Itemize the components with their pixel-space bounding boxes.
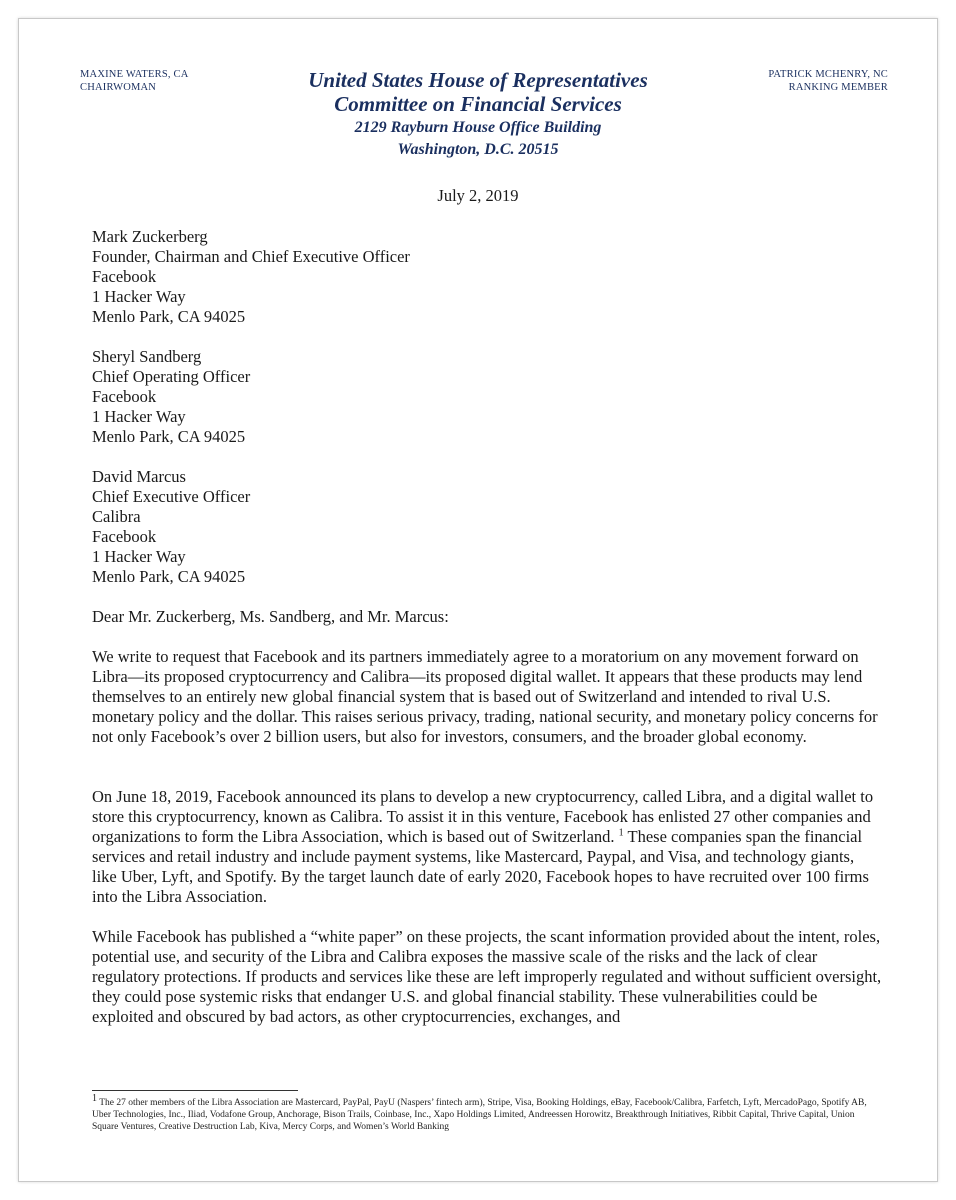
recipient-line: Menlo Park, CA 94025 [92,567,246,586]
paragraph-1-text: We write to request that Facebook and its partners immediately agree to a moratorium on any movement forward on Libra—its proposed cryptocurrency and Calibra—its proposed digital wallet. It appears that these products may lend themselves to an entirely new global financial system that is based out of Switzerland and intended to rival U.S. monetary policy and the dollar. This raises serious privacy, trading, national security, and monetary policy concerns for not only Facebook’s over 2 billion users, but also for investors, consumers, and the broader global economy. [92,647,878,746]
paragraph-2-text [92,787,882,907]
recipient-block-sandberg [92,347,882,447]
recipient-line: 1 Hacker Way [92,547,186,566]
letterhead-building: 2129 Rayburn House Office Building [354,119,602,136]
recipient-block-zuckerberg [92,227,882,327]
recipient-line: Calibra [92,507,141,526]
footnote-reference: 1 [618,827,624,839]
letterhead-house: United States House of Representatives [308,68,648,92]
recipient-line: Facebook [92,267,157,286]
salutation: Dear Mr. Zuckerberg, Ms. Sandberg, and Mr. Marcus: [92,607,449,626]
recipient-block-marcus [92,467,882,587]
footnote [92,1092,882,1133]
ranking-member-title: RANKING MEMBER [788,82,888,93]
recipient-line: Menlo Park, CA 94025 [92,307,246,326]
paragraph-3-text: While Facebook has published a “white paper” on these projects, the scant information provided about the intent, roles, potential use, and security of the Libra and Calibra exposes the massive scale of the risks and the lack of clear regulatory protections. If products and services like these are left improperly regulated and without sufficient oversight, they could pose systemic risks that endanger U.S. and global financial stability. These vulnerabilities could be exploited and obscured by bad actors, as other cryptocurrencies, exchanges, and [92,927,882,1026]
chairwoman-title: CHAIRWOMAN [80,82,157,93]
paragraph-2-part-a: On June 18, 2019, Facebook announced its plans to develop a new cryptocurrency, called Libra, and a digital wallet to store this cryptocurrency, known as Calibra. To assist it in this venture, Facebook has enlisted 27 other companies and organizations to form the Libra Association, which is based out of Switzerland. [92,787,874,846]
letter-date: July 2, 2019 [437,186,519,205]
recipient-line: 1 Hacker Way [92,287,186,306]
paragraph-3 [92,927,882,1027]
paragraph-2 [92,787,882,907]
recipient-line: Sheryl Sandberg [92,347,202,366]
ranking-member-block [768,68,888,94]
recipient-line: Menlo Park, CA 94025 [92,427,246,446]
recipient-line: Mark Zuckerberg [92,227,208,246]
footnote-text: The 27 other members of the Libra Association are Mastercard, PayPal, PayU (Naspers’ fintech arm), Stripe, Visa, Booking Holdings, eBay, Facebook/Calibra, Farfetch, Lyft, MercadoPago, Spotify AB, Uber Technologies, Inc., Iliad, Vodafone Group, Anchorage, Bison Trails, Coinbase, Inc., Xapo Holdings Limited, Andreessen Horowitz, Breakthrough Initiatives, Ribbit Capital, Thrive Capital, Union Square Ventures, Creative Destruction Lab, Kiva, Mercy Corps, and Women’s World Banking [92,1098,867,1132]
footnote-number: 1 [92,1092,97,1104]
letterhead [250,68,706,161]
footnote-divider [92,1090,298,1091]
letterhead-committee: Committee on Financial Services [334,92,622,116]
paragraph-2-part-b: These companies span the financial services and retail industry and include payment systems, like Mastercard, Paypal, and Visa, and technology giants, like Uber, Lyft, and Spotify. By the target launch date of early 2020, Facebook hopes to have recruited over 100 firms into the Libra Association. [92,827,869,906]
recipient-line: Facebook [92,527,157,546]
ranking-member-name: PATRICK MCHENRY, NC [768,69,888,80]
recipient-line: Founder, Chairman and Chief Executive Officer [92,247,410,266]
recipient-line: Chief Operating Officer [92,367,251,386]
chairwoman-block [80,68,189,94]
paragraph-1 [92,647,882,747]
chairwoman-name: MAXINE WATERS, CA [80,69,189,80]
recipient-line: Facebook [92,387,157,406]
letterhead-city: Washington, D.C. 20515 [397,141,559,158]
recipient-line: David Marcus [92,467,186,486]
recipient-line: 1 Hacker Way [92,407,186,426]
recipient-line: Chief Executive Officer [92,487,251,506]
